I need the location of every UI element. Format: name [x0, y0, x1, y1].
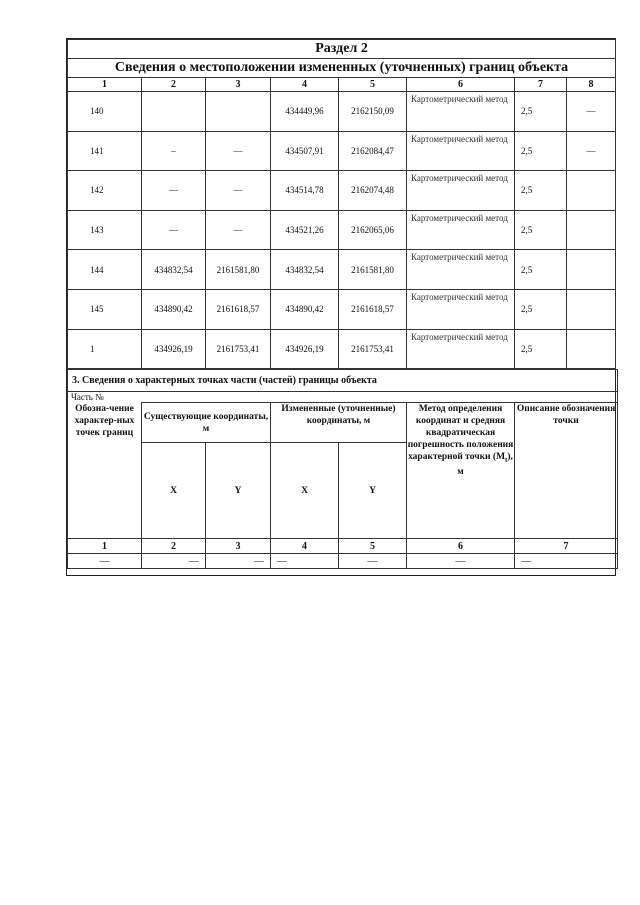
header-existing-x: X	[142, 443, 206, 539]
cell-c7: 2,5	[515, 92, 567, 132]
cell-c7: 2,5	[515, 250, 567, 290]
table-row	[68, 210, 616, 250]
cell-c5: 2161618,57	[339, 289, 407, 329]
cell-c3: 2161581,80	[206, 250, 271, 290]
cell-c6: Картометрический метод	[407, 210, 515, 250]
col-number: 2	[142, 78, 206, 92]
cell-c4: 434521,26	[271, 210, 339, 250]
column-numbers-row	[68, 78, 616, 92]
empty-cell: —	[339, 554, 407, 569]
cell-c2: 434890,42	[142, 289, 206, 329]
cell-c8	[567, 329, 616, 369]
cell-c5: 2161753,41	[339, 329, 407, 369]
cell-c1: 144	[68, 250, 142, 290]
cell-c2: 434926,19	[142, 329, 206, 369]
header-method-tail: ), м	[457, 452, 513, 478]
empty-cell: —	[407, 554, 515, 569]
cell-c6: Картометрический метод	[407, 250, 515, 290]
section3-column-numbers	[68, 539, 618, 554]
cell-c3	[206, 92, 271, 132]
header-changed-x: X	[271, 443, 339, 539]
table-row	[68, 131, 616, 171]
cell-c3: —	[206, 131, 271, 171]
table-row	[68, 289, 616, 329]
col-number: 2	[142, 539, 206, 554]
cell-c2: –	[142, 131, 206, 171]
cell-c4: 434507,91	[271, 131, 339, 171]
col-number: 5	[339, 78, 407, 92]
cell-c6: Картометрический метод	[407, 92, 515, 132]
cell-c4: 434449,96	[271, 92, 339, 132]
section3-table	[67, 369, 618, 569]
cell-c5: 2162150,09	[339, 92, 407, 132]
cell-c8: —	[567, 92, 616, 132]
table-row	[68, 250, 616, 290]
boundary-points-table	[67, 39, 616, 369]
section3-title: 3. Сведения о характерных точках части (частей) границы объекта	[68, 370, 618, 392]
col-number: 7	[515, 78, 567, 92]
cell-c7: 2,5	[515, 329, 567, 369]
cell-c1: 145	[68, 289, 142, 329]
col-number: 1	[68, 539, 142, 554]
table-row	[68, 92, 616, 132]
header-existing-y: Y	[206, 443, 271, 539]
header-method-sub: t	[505, 456, 508, 465]
cell-c2: —	[142, 210, 206, 250]
col-number: 4	[271, 539, 339, 554]
empty-cell: —	[68, 554, 142, 569]
cell-c3: —	[206, 210, 271, 250]
part-label: Часть №	[68, 392, 618, 403]
table-row	[68, 171, 616, 211]
cell-c5: 2161581,80	[339, 250, 407, 290]
cell-c4: 434926,19	[271, 329, 339, 369]
cell-c3: 2161753,41	[206, 329, 271, 369]
header-changed-y: Y	[339, 443, 407, 539]
cell-c4: 434890,42	[271, 289, 339, 329]
header-method-text: Метод определения координат и средняя квадратическая погрешность положения характерной точки (M	[407, 404, 514, 463]
section3-empty-row	[68, 554, 618, 569]
cell-c1: 140	[68, 92, 142, 132]
cell-c6: Картометрический метод	[407, 329, 515, 369]
empty-cell: —	[206, 554, 271, 569]
cell-c6: Картометрический метод	[407, 131, 515, 171]
header-point-designation: Обозна-чение характер-ных точек границ	[68, 403, 142, 539]
cell-c1: 1	[68, 329, 142, 369]
col-number: 4	[271, 78, 339, 92]
cell-c6: Картометрический метод	[407, 289, 515, 329]
col-number: 7	[515, 539, 618, 554]
cell-c6: Картометрический метод	[407, 171, 515, 211]
empty-cell: —	[271, 554, 339, 569]
cell-c8	[567, 210, 616, 250]
table-row	[68, 329, 616, 369]
cell-c3: —	[206, 171, 271, 211]
cell-c7: 2,5	[515, 171, 567, 211]
header-description: Описание обозначения точки	[515, 403, 618, 539]
col-number: 5	[339, 539, 407, 554]
cell-c1: 142	[68, 171, 142, 211]
cell-c4: 434832,54	[271, 250, 339, 290]
section-subtitle: Сведения о местоположении измененных (уточненных) границ объекта	[68, 59, 616, 78]
col-number: 3	[206, 539, 271, 554]
header-existing-coords: Существующие координаты, м	[142, 403, 271, 443]
cell-c5: 2162065,06	[339, 210, 407, 250]
cell-c7: 2,5	[515, 210, 567, 250]
cell-c2	[142, 92, 206, 132]
empty-cell: —	[515, 554, 618, 569]
document-frame	[66, 38, 616, 576]
col-number: 6	[407, 539, 515, 554]
cell-c5: 2162074,48	[339, 171, 407, 211]
cell-c2: —	[142, 171, 206, 211]
cell-c2: 434832,54	[142, 250, 206, 290]
cell-c8	[567, 289, 616, 329]
cell-c8	[567, 250, 616, 290]
col-number: 8	[567, 78, 616, 92]
cell-c7: 2,5	[515, 131, 567, 171]
cell-c3: 2161618,57	[206, 289, 271, 329]
col-number: 3	[206, 78, 271, 92]
cell-c5: 2162084,47	[339, 131, 407, 171]
header-changed-coords: Измененные (уточненные) координаты, м	[271, 403, 407, 443]
cell-c8	[567, 171, 616, 211]
cell-c1: 141	[68, 131, 142, 171]
col-number: 1	[68, 78, 142, 92]
cell-c1: 143	[68, 210, 142, 250]
header-method	[407, 403, 515, 539]
col-number: 6	[407, 78, 515, 92]
cell-c7: 2,5	[515, 289, 567, 329]
section-title: Раздел 2	[68, 40, 616, 59]
empty-cell: —	[142, 554, 206, 569]
cell-c4: 434514,78	[271, 171, 339, 211]
cell-c8: —	[567, 131, 616, 171]
